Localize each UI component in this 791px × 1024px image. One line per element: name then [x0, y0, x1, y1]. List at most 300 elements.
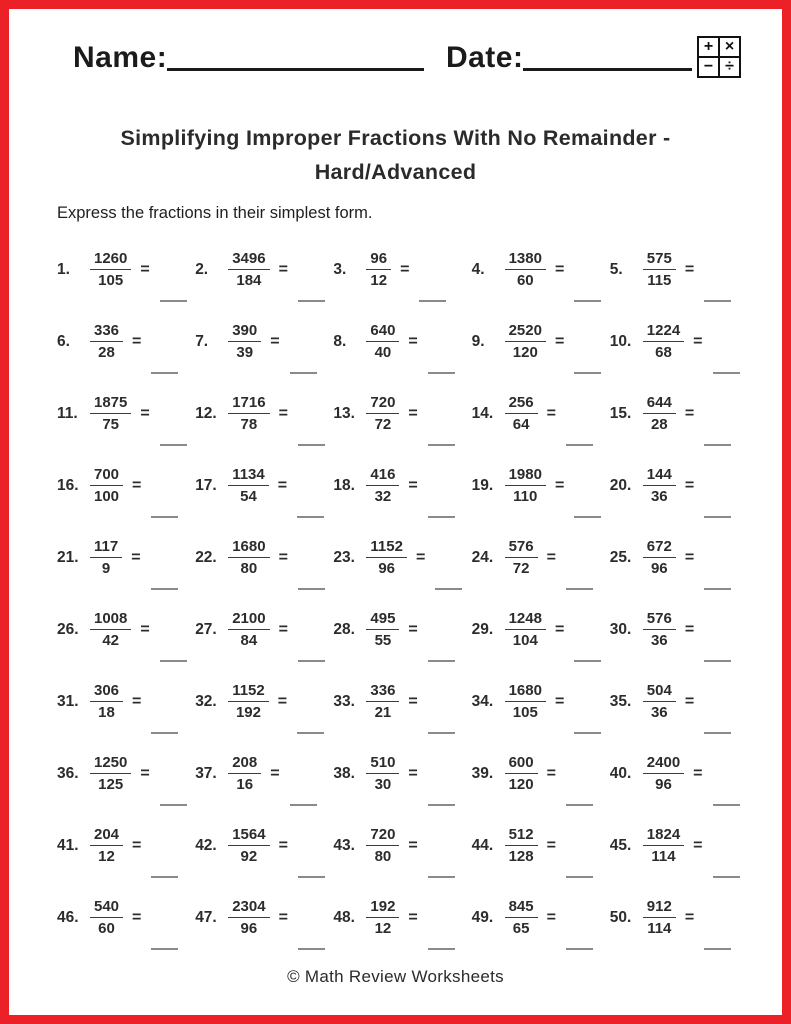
problem-cell: [610, 533, 748, 583]
equals-sign: =: [693, 764, 703, 782]
equals-sign: =: [132, 476, 142, 494]
fraction-numerator: 1824: [643, 825, 684, 847]
equals-sign: =: [132, 332, 142, 350]
fraction: [505, 321, 546, 363]
fraction: [90, 249, 131, 291]
problem-number: 32.: [195, 692, 217, 710]
name-blank-line: [167, 67, 424, 71]
fraction-numerator: 306: [90, 681, 123, 703]
problem-number: 20.: [609, 476, 632, 494]
fraction-numerator: 336: [366, 681, 399, 703]
problem-cell: [333, 317, 471, 367]
fraction-denominator: 28: [650, 416, 668, 434]
answer-blank-line: [574, 660, 601, 662]
problem-number: 48.: [333, 908, 355, 926]
fraction-numerator: 2400: [643, 753, 684, 775]
equals-sign: =: [408, 620, 418, 638]
fraction-denominator: 192: [235, 704, 261, 722]
fraction-denominator: 72: [512, 560, 530, 578]
answer-blank-line: [713, 876, 740, 878]
answer-blank-line: [298, 588, 325, 590]
equals-sign: =: [140, 620, 150, 638]
problem-cell: [333, 245, 471, 295]
fraction-denominator: 104: [512, 632, 538, 650]
answer-blank-line: [428, 804, 455, 806]
problem-cell: [333, 533, 471, 583]
fraction: [366, 681, 399, 723]
answer-blank-line: [290, 372, 317, 374]
answer-blank-line: [566, 444, 593, 446]
fraction-denominator: 96: [650, 560, 668, 578]
answer-blank-line: [704, 732, 731, 734]
fraction: [366, 609, 399, 651]
answer-blank-line: [297, 516, 324, 518]
problem-number: 2.: [195, 260, 209, 278]
math-operations-icon: [697, 36, 741, 78]
footer-copyright: © Math Review Worksheets: [287, 967, 504, 986]
fraction-denominator: 114: [651, 848, 676, 866]
answer-blank-line: [151, 516, 178, 518]
date-label: Date:: [445, 41, 524, 74]
minus-icon: −: [699, 58, 718, 76]
equals-sign: =: [554, 692, 565, 710]
equals-sign: =: [278, 620, 288, 638]
equals-sign: =: [408, 476, 418, 494]
equals-sign: =: [278, 260, 288, 278]
fraction-numerator: 700: [90, 465, 123, 487]
problem-number: 21.: [57, 548, 79, 566]
answer-blank-line: [428, 948, 455, 950]
equals-sign: =: [408, 908, 418, 926]
equals-sign: =: [554, 620, 565, 638]
fraction-numerator: 575: [643, 249, 676, 271]
problem-number: 38.: [333, 764, 355, 782]
name-label: Name:: [73, 41, 168, 74]
problem-number: 1.: [57, 260, 70, 278]
problem-cell: [195, 821, 333, 871]
problem-number: 27.: [195, 620, 217, 638]
fraction-denominator: 39: [236, 344, 254, 362]
problem-cell: [472, 533, 610, 583]
fraction-denominator: 120: [512, 344, 538, 362]
fraction: [643, 537, 676, 579]
fraction-numerator: 1564: [228, 825, 269, 847]
problem-number: 44.: [471, 836, 494, 854]
fraction-numerator: 2304: [228, 897, 269, 919]
problem-number: 39.: [471, 764, 494, 782]
answer-blank-line: [704, 444, 731, 446]
fraction: [505, 825, 538, 867]
problem-cell: [472, 389, 610, 439]
fraction-numerator: 672: [643, 537, 676, 559]
answer-blank-line: [151, 732, 178, 734]
fraction-numerator: 540: [90, 897, 123, 919]
fraction: [366, 393, 399, 435]
problem-number: 18.: [333, 476, 355, 494]
fraction-numerator: 2520: [505, 321, 546, 343]
problem-number: 36.: [57, 764, 79, 782]
problem-cell: [195, 245, 333, 295]
answer-blank-line: [704, 948, 731, 950]
fraction-numerator: 256: [505, 393, 538, 415]
answer-blank-line: [428, 732, 455, 734]
equals-sign: =: [270, 764, 280, 782]
fraction: [90, 537, 122, 579]
problem-cell: [57, 677, 195, 727]
problem-cell: [472, 317, 610, 367]
fraction: [228, 537, 269, 579]
fraction-denominator: 128: [508, 848, 534, 866]
answer-blank-line: [574, 732, 601, 734]
fraction: [228, 321, 261, 363]
equals-sign: =: [546, 404, 556, 422]
fraction-denominator: 18: [98, 704, 115, 722]
fraction-denominator: 55: [374, 632, 392, 650]
problem-cell: [333, 461, 471, 511]
problem-cell: [472, 245, 610, 295]
fraction-denominator: 68: [655, 344, 672, 362]
equals-sign: =: [140, 764, 150, 782]
problem-cell: [472, 605, 610, 655]
fraction-denominator: 115: [647, 272, 672, 290]
equals-sign: =: [132, 836, 142, 854]
fraction-denominator: 36: [650, 488, 668, 506]
fraction-denominator: 12: [370, 272, 388, 290]
problem-number: 43.: [333, 836, 355, 854]
problem-number: 33.: [333, 692, 355, 710]
fraction: [366, 825, 399, 867]
fraction-denominator: 114: [647, 920, 672, 938]
fraction: [90, 321, 123, 363]
fraction: [643, 321, 684, 363]
fraction: [505, 609, 546, 651]
problem-cell: [472, 677, 610, 727]
fraction: [505, 249, 546, 291]
answer-blank-line: [428, 660, 455, 662]
header: [73, 35, 692, 73]
problem-cell: [333, 893, 471, 943]
fraction: [228, 609, 269, 651]
fraction: [228, 249, 269, 291]
equals-sign: =: [415, 548, 426, 566]
fraction-denominator: 78: [240, 416, 258, 434]
problems-grid: [57, 245, 748, 943]
fraction: [228, 393, 269, 435]
problem-number: 7.: [195, 332, 209, 350]
answer-blank-line: [713, 804, 740, 806]
problem-number: 45.: [609, 836, 632, 854]
divide-icon: ÷: [720, 58, 739, 76]
fraction-numerator: 208: [228, 753, 261, 775]
problem-cell: [57, 821, 195, 871]
equals-sign: =: [408, 332, 418, 350]
fraction-denominator: 40: [374, 344, 392, 362]
equals-sign: =: [140, 404, 150, 422]
equals-sign: =: [684, 476, 695, 494]
fraction-denominator: 36: [650, 632, 668, 650]
fraction-numerator: 144: [643, 465, 676, 487]
fraction-denominator: 12: [374, 920, 392, 938]
fraction: [90, 609, 131, 651]
answer-blank-line: [298, 660, 325, 662]
equals-sign: =: [140, 260, 150, 278]
problem-number: 5.: [609, 260, 623, 278]
equals-sign: =: [408, 692, 418, 710]
answer-blank-line: [298, 876, 325, 878]
fraction-numerator: 1260: [90, 249, 131, 271]
answer-blank-line: [428, 876, 455, 878]
equals-sign: =: [546, 764, 556, 782]
fraction: [90, 465, 123, 507]
problem-cell: [57, 461, 195, 511]
fraction: [228, 681, 269, 723]
answer-blank-line: [160, 444, 187, 446]
problem-number: 42.: [195, 836, 217, 854]
answer-blank-line: [704, 300, 731, 302]
answer-blank-line: [566, 876, 593, 878]
fraction-numerator: 96: [366, 249, 391, 271]
problem-cell: [472, 821, 610, 871]
problem-number: 3.: [333, 260, 347, 278]
equals-sign: =: [684, 260, 695, 278]
equals-sign: =: [684, 404, 695, 422]
equals-sign: =: [278, 548, 288, 566]
problem-number: 9.: [471, 332, 485, 350]
equals-sign: =: [554, 332, 565, 350]
title-line-2: Hard/Advanced: [314, 160, 477, 185]
answer-blank-line: [574, 372, 601, 374]
fraction-denominator: 9: [101, 560, 111, 578]
equals-sign: =: [408, 764, 418, 782]
answer-blank-line: [160, 300, 187, 302]
problem-number: 15.: [609, 404, 632, 422]
answer-blank-line: [566, 804, 593, 806]
fraction-denominator: 12: [98, 848, 115, 866]
problem-cell: [195, 461, 333, 511]
fraction-numerator: 416: [366, 465, 399, 487]
problem-number: 26.: [57, 620, 79, 638]
fraction-numerator: 600: [505, 753, 538, 775]
fraction-numerator: 644: [643, 393, 676, 415]
answer-blank-line: [290, 804, 317, 806]
fraction-numerator: 512: [505, 825, 538, 847]
problem-number: 10.: [609, 332, 632, 350]
equals-sign: =: [131, 548, 141, 566]
answer-blank-line: [566, 588, 593, 590]
fraction: [366, 897, 399, 939]
fraction-denominator: 92: [240, 848, 258, 866]
answer-blank-line: [151, 588, 178, 590]
fraction-denominator: 110: [513, 488, 538, 506]
equals-sign: =: [684, 620, 695, 638]
fraction: [643, 753, 684, 795]
fraction-numerator: 192: [366, 897, 399, 919]
fraction-numerator: 204: [90, 825, 123, 847]
problem-cell: [610, 677, 748, 727]
problem-cell: [610, 461, 748, 511]
problem-number: 28.: [333, 620, 355, 638]
equals-sign: =: [684, 692, 695, 710]
problem-number: 23.: [333, 548, 355, 566]
problem-number: 29.: [471, 620, 494, 638]
fraction: [643, 825, 684, 867]
problem-cell: [57, 245, 195, 295]
answer-blank-line: [713, 372, 740, 374]
equals-sign: =: [132, 908, 142, 926]
title-line-1: Simplifying Improper Fractions With No Remainder -: [120, 126, 671, 150]
fraction-numerator: 845: [505, 897, 538, 919]
fraction: [366, 537, 407, 579]
fraction-numerator: 1875: [90, 393, 131, 415]
fraction-numerator: 3496: [228, 249, 269, 271]
problem-cell: [610, 317, 748, 367]
equals-sign: =: [693, 332, 703, 350]
problem-cell: [195, 317, 333, 367]
problem-number: 6.: [57, 332, 70, 350]
answer-blank-line: [428, 444, 455, 446]
fraction-denominator: 100: [94, 488, 120, 506]
fraction-numerator: 504: [643, 681, 676, 703]
problem-cell: [333, 677, 471, 727]
problem-number: 50.: [609, 908, 632, 926]
answer-blank-line: [566, 948, 593, 950]
fraction-denominator: 36: [650, 704, 668, 722]
fraction-numerator: 576: [505, 537, 538, 559]
fraction-numerator: 912: [643, 897, 676, 919]
answer-blank-line: [428, 516, 455, 518]
problem-number: 46.: [57, 908, 79, 926]
problem-number: 12.: [195, 404, 217, 422]
fraction-denominator: 184: [236, 272, 262, 290]
fraction-denominator: 65: [512, 920, 530, 938]
problem-cell: [610, 605, 748, 655]
plus-icon: +: [699, 38, 718, 56]
problem-cell: [57, 533, 195, 583]
problem-cell: [57, 317, 195, 367]
fraction-denominator: 96: [378, 560, 395, 578]
fraction: [643, 465, 676, 507]
answer-blank-line: [297, 732, 324, 734]
answer-blank-line: [574, 516, 601, 518]
fraction: [643, 393, 676, 435]
fraction-numerator: 2100: [228, 609, 269, 631]
problem-number: 31.: [57, 692, 79, 710]
fraction: [643, 681, 676, 723]
fraction: [90, 825, 123, 867]
fraction: [228, 897, 269, 939]
problem-number: 16.: [57, 476, 79, 494]
fraction-denominator: 105: [98, 272, 124, 290]
equals-sign: =: [554, 260, 565, 278]
fraction: [366, 249, 391, 291]
fraction-numerator: 1152: [228, 681, 269, 703]
answer-blank-line: [704, 660, 731, 662]
fraction: [505, 897, 538, 939]
problem-number: 22.: [195, 548, 217, 566]
problem-number: 8.: [333, 332, 347, 350]
fraction-denominator: 28: [98, 344, 115, 362]
problem-cell: [333, 389, 471, 439]
answer-blank-line: [298, 300, 325, 302]
problem-cell: [57, 749, 195, 799]
fraction-denominator: 96: [655, 776, 672, 794]
answer-blank-line: [435, 588, 462, 590]
fraction: [228, 825, 269, 867]
fraction: [505, 465, 546, 507]
fraction-denominator: 60: [98, 920, 115, 938]
equals-sign: =: [270, 332, 280, 350]
fraction: [643, 249, 676, 291]
problem-number: 17.: [195, 476, 217, 494]
fraction-denominator: 54: [240, 488, 257, 506]
problem-cell: [57, 893, 195, 943]
equals-sign: =: [546, 548, 556, 566]
answer-blank-line: [428, 372, 455, 374]
problem-cell: [333, 821, 471, 871]
answer-blank-line: [298, 948, 325, 950]
problem-cell: [195, 893, 333, 943]
fraction-denominator: 42: [102, 632, 120, 650]
fraction: [90, 681, 123, 723]
fraction: [366, 465, 399, 507]
problem-cell: [472, 749, 610, 799]
equals-sign: =: [684, 548, 695, 566]
fraction: [90, 393, 131, 435]
fraction-numerator: 1716: [228, 393, 269, 415]
multiply-icon: ×: [720, 38, 739, 56]
problem-number: 40.: [609, 764, 632, 782]
fraction-denominator: 120: [508, 776, 534, 794]
equals-sign: =: [546, 836, 556, 854]
equals-sign: =: [408, 404, 418, 422]
fraction-numerator: 1248: [505, 609, 546, 631]
problem-cell: [610, 389, 748, 439]
problem-number: 11.: [57, 404, 78, 422]
problem-cell: [472, 893, 610, 943]
answer-blank-line: [419, 300, 446, 302]
fraction: [505, 681, 546, 723]
fraction-numerator: 1680: [228, 537, 269, 559]
fraction-numerator: 576: [643, 609, 676, 631]
fraction-numerator: 640: [366, 321, 399, 343]
fraction-denominator: 84: [240, 632, 258, 650]
fraction-denominator: 30: [374, 776, 392, 794]
fraction: [90, 897, 123, 939]
instruction-text: Express the fractions in their simplest form.: [57, 203, 373, 222]
fraction-denominator: 125: [98, 776, 124, 794]
problem-cell: [57, 605, 195, 655]
problem-number: 13.: [333, 404, 355, 422]
problem-number: 14.: [471, 404, 494, 422]
equals-sign: =: [554, 476, 565, 494]
fraction: [228, 465, 269, 507]
fraction-numerator: 1224: [643, 321, 684, 343]
fraction-denominator: 60: [516, 272, 534, 290]
problem-cell: [333, 605, 471, 655]
problem-cell: [57, 389, 195, 439]
problem-number: 4.: [471, 260, 485, 278]
fraction-denominator: 32: [374, 488, 392, 506]
equals-sign: =: [278, 836, 288, 854]
fraction: [366, 321, 399, 363]
fraction: [505, 753, 538, 795]
problem-number: 49.: [471, 908, 494, 926]
fraction-denominator: 16: [236, 776, 254, 794]
equals-sign: =: [684, 908, 695, 926]
problem-cell: [610, 821, 748, 871]
fraction-numerator: 510: [366, 753, 399, 775]
equals-sign: =: [693, 836, 703, 854]
